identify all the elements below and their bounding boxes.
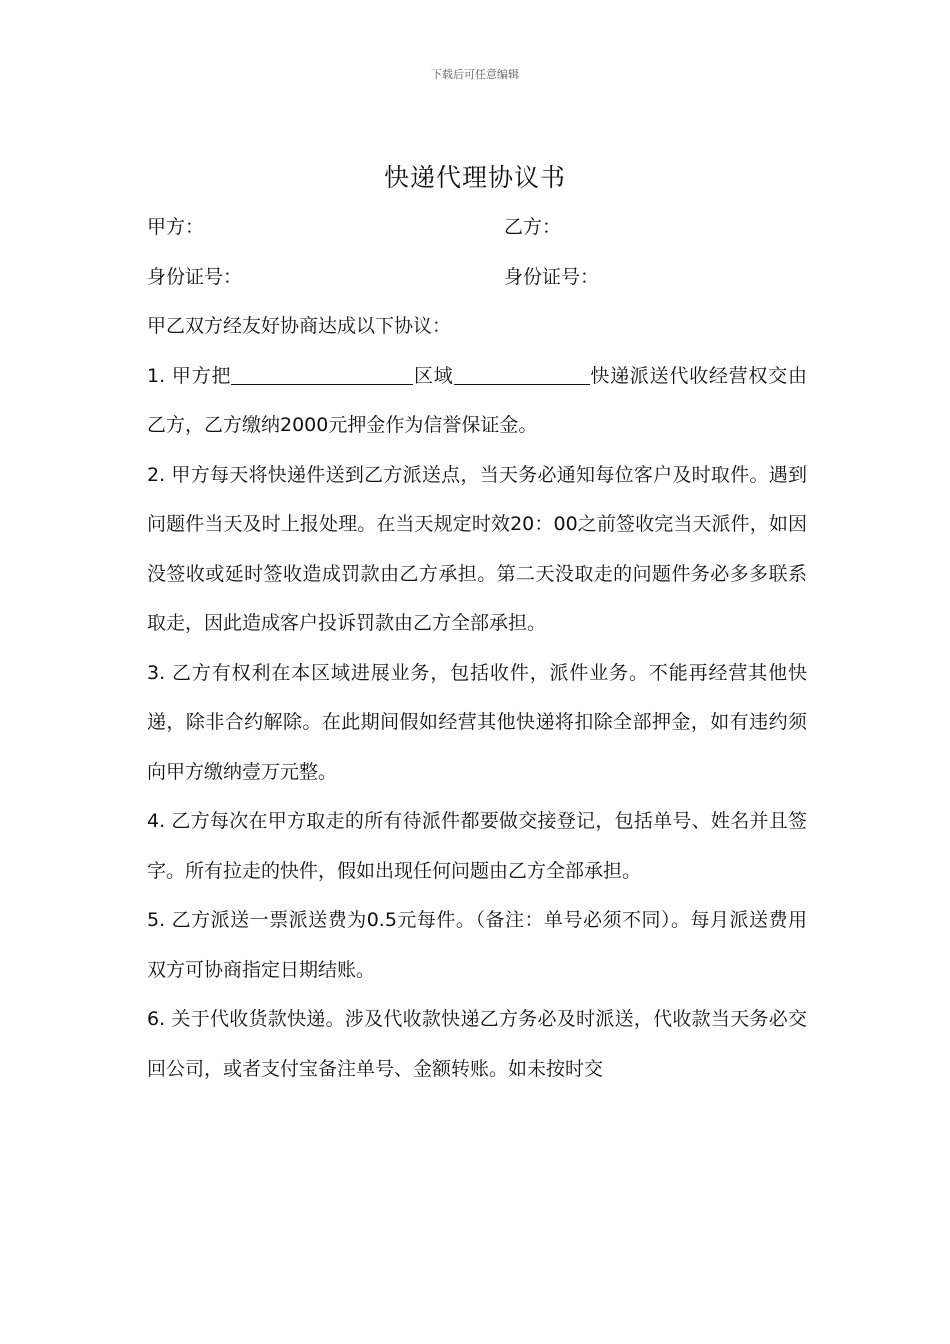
document-body <box>147 203 807 1094</box>
party-b-label: 乙方： <box>504 216 562 238</box>
document-title: 快递代理协议书 <box>383 163 566 192</box>
party-names-row <box>147 203 807 253</box>
clause-1-part-2: 区域 <box>413 364 454 387</box>
intro-paragraph: 甲乙双方经友好协商达成以下协议： <box>147 315 452 337</box>
party-a-label: 甲方： <box>147 216 205 238</box>
clause-6: 6. 关于代收货款快递。涉及代收款快递乙方务必及时派送，代收款当天务必交回公司，或者支付宝备注单号、金额转账。如未按时交 <box>147 1008 807 1080</box>
clause-1-part-3: 快递派送代收经营权交由乙方，乙方缴纳2000元押金作为信誉保证金。 <box>147 364 807 436</box>
clause-1-part-1: 1. 甲方把 <box>147 364 232 387</box>
page-header-note: 下载后可任意编辑 <box>431 68 519 81</box>
region-blank-line <box>231 360 413 385</box>
clause-4: 4. 乙方每次在甲方取走的所有待派件都要做交接登记，包括单号、姓名并且签字。所有拉走的快件，假如出现任何问题由乙方全部承担。 <box>147 810 807 882</box>
clause-1 <box>147 352 807 451</box>
party-id-row <box>147 253 807 303</box>
clause-5: 5. 乙方派送一票派送费为0.5元每件。（备注：单号必须不同）。每月派送费用双方可协商指定日期结账。 <box>147 909 807 981</box>
party-a-id-label: 身份证号： <box>147 265 243 288</box>
company-blank-line <box>454 360 590 385</box>
party-b-id-label: 身份证号： <box>504 265 600 288</box>
clause-2: 2. 甲方每天将快递件送到乙方派送点，当天务必通知每位客户及时取件。遇到问题件当天及时上报处理。在当天规定时效20：00之前签收完当天派件，如因没签收或延时签收造成罚款由乙方承担。第二天没取走的问题件务必多多联系取走，因此造成客户投诉罚款由乙方全部承担。 <box>147 463 807 634</box>
clause-3: 3. 乙方有权利在本区域进展业务，包括收件，派件业务。不能再经营其他快递，除非合约解除。在此期间假如经营其他快递将扣除全部押金，如有违约须向甲方缴纳壹万元整。 <box>147 661 807 783</box>
